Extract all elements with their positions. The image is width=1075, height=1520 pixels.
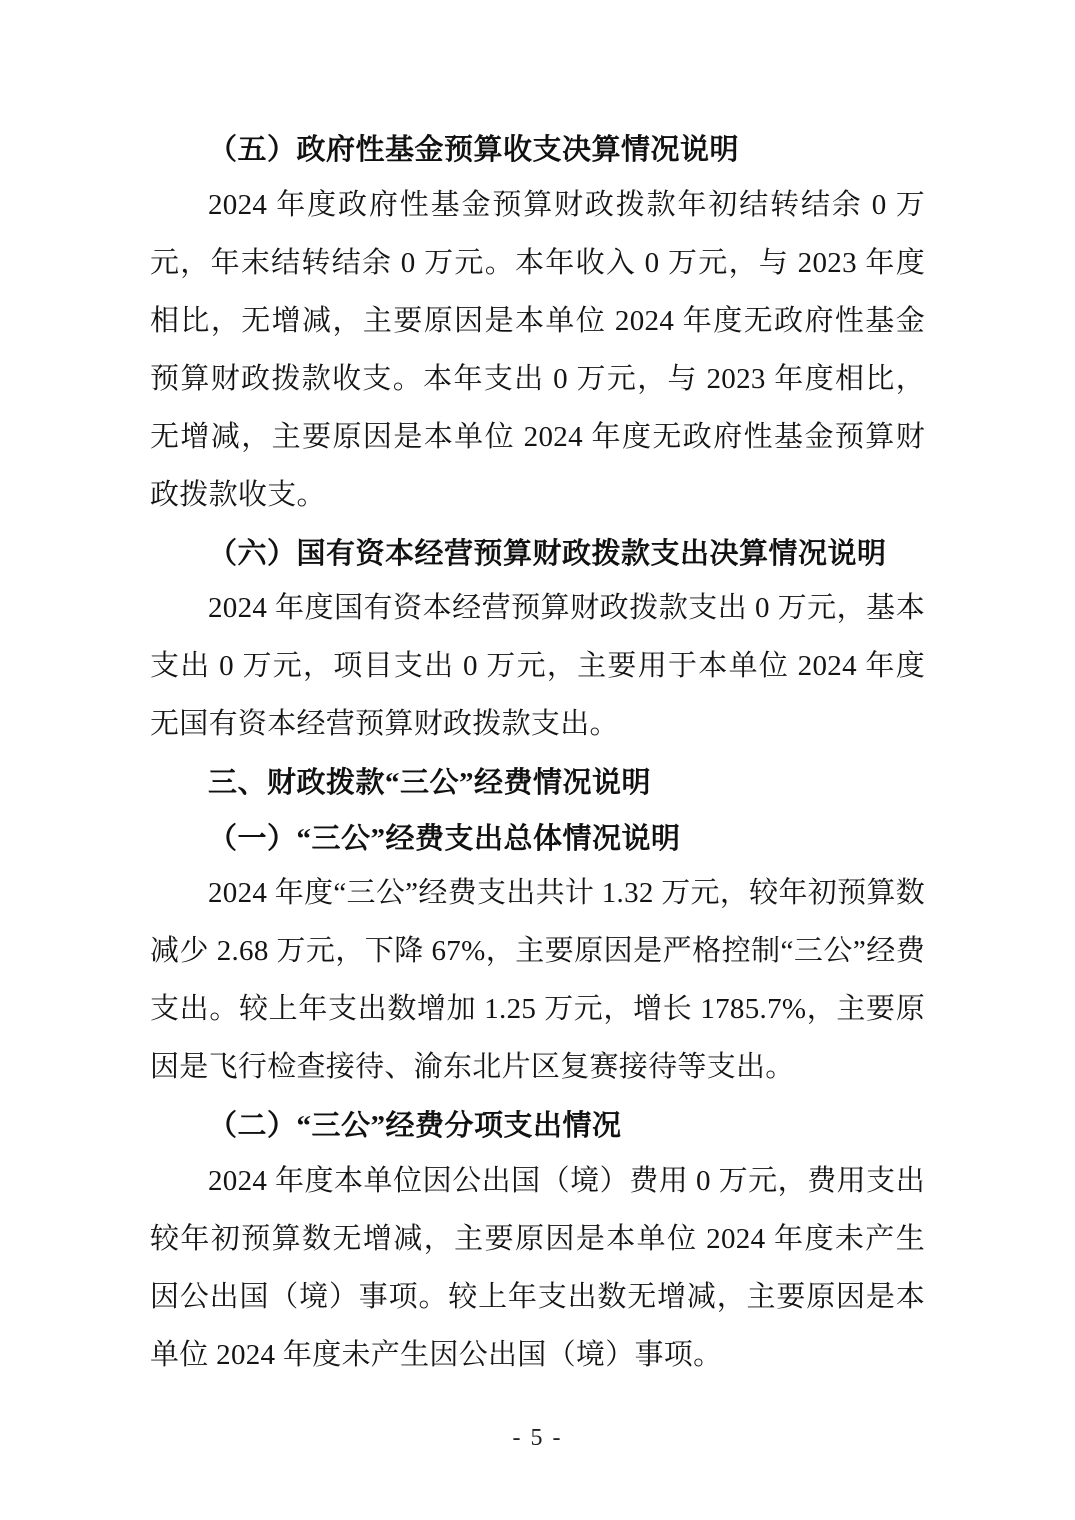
paragraph-government-fund-budget: 2024 年度政府性基金预算财政拨款年初结转结余 0 万元，年末结转结余 0 万元。本年收入 0 万元，与 2023 年度相比，无增减，主要原因是本单位 2024 年度无政府性基金预算财政拨款收支。本年支出 0 万元，与 2023 年度相比，无增减，主要原因是本单位 2024 年度无政府性基金预算财政拨款收支。 (150, 188, 925, 511)
paragraph-state-capital-budget: 2024 年度国有资本经营预算财政拨款支出 0 万元，基本支出 0 万元，项目支出 0 万元，主要用于本单位 2024 年度无国有资本经营预算财政拨款支出。 (150, 592, 925, 740)
section-heading-six: （六）国有资本经营预算财政拨款支出决算情况说明 (208, 537, 887, 570)
paragraph-three-public-total: 2024 年度“三公”经费支出共计 1.32 万元，较年初预算数减少 2.68 万元，下降 67%，主要原因是严格控制“三公”经费支出。较上年支出数增加 1.25 万元，增长 1785.7%，主要原因是飞行检查接待、渝东北片区复赛接待等支出。 (150, 877, 925, 1083)
section-heading-one: （一）“三公”经费支出总体情况说明 (208, 822, 681, 855)
paragraph-three-public-breakdown: 2024 年度本单位因公出国（境）费用 0 万元，费用支出较年初预算数无增减，主要原因是本单位 2024 年度未产生因公出国（境）事项。较上年支出数无增减，主要原因是本单位 2024 年度未产生因公出国（境）事项。 (150, 1164, 925, 1371)
section-heading-three: 三、财政拨款“三公”经费情况说明 (208, 767, 652, 799)
section-heading-five: （五）政府性基金预算收支决算情况说明 (208, 134, 740, 166)
document-body (150, 120, 925, 1384)
page-number: - 5 - (512, 1425, 563, 1451)
section-heading-two: （二）“三公”经费分项支出情况 (208, 1110, 622, 1142)
